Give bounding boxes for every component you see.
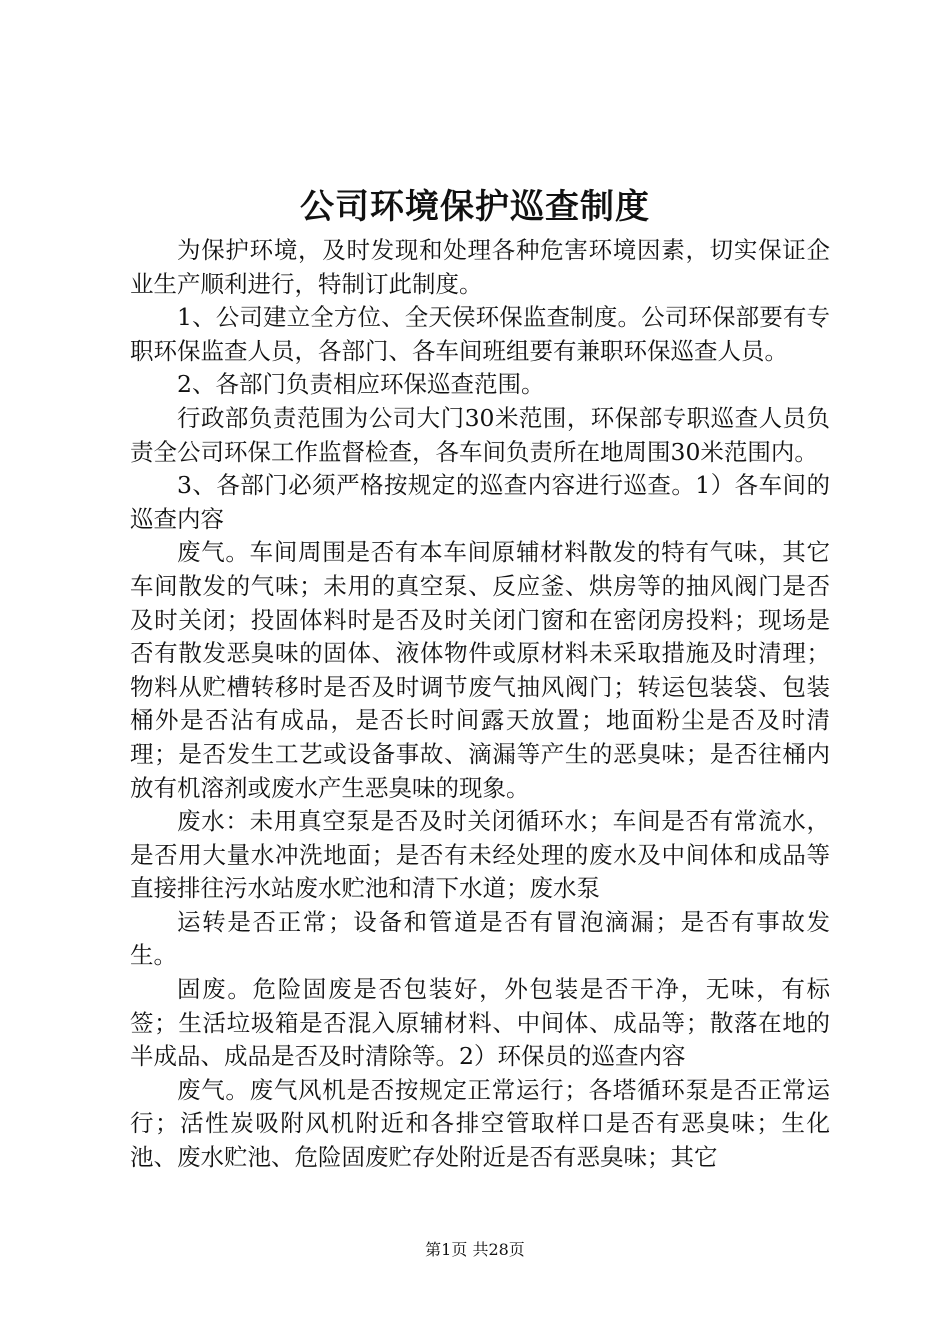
paragraph-item-3: 3、各部门必须严格按规定的巡查内容进行巡查。1）各车间的巡查内容 (130, 471, 830, 533)
document-body (130, 234, 830, 1175)
paragraph-waste-water: 废水：未用真空泵是否及时关闭循环水；车间是否有常流水，是否用大量水冲洗地面；是否有未经处理的废水及中间体和成品等直接排往污水站废水贮池和清下水道；废水泵 (130, 807, 830, 903)
paragraph-intro: 为保护环境，及时发现和处理各种危害环境因素，切实保证企业生产顺利进行，特制订此制度。 (130, 236, 830, 298)
paragraph-item-1: 1、公司建立全方位、全天侯环保监查制度。公司环保部要有专职环保监查人员，各部门、各车间班组要有兼职环保巡查人员。 (130, 303, 830, 365)
paragraph-env-waste-gas: 废气。废气风机是否按规定正常运行；各塔循环泵是否正常运行；活性炭吸附风机附近和各排空管取样口是否有恶臭味；生化池、废水贮池、危险固废贮存处附近是否有恶臭味；其它 (130, 1075, 830, 1172)
paragraph-scope: 行政部负责范围为公司大门30米范围，环保部专职巡查人员负责全公司环保工作监督检查，各车间负责所在地周围30米范围内。 (130, 403, 830, 466)
paragraph-solid-waste: 固废。危险固废是否包装好，外包装是否干净，无味，有标签；生活垃圾箱是否混入原辅材料、中间体、成品等；散落在地的半成品、成品是否及时清除等。2）环保员的巡查内容 (130, 975, 830, 1071)
paragraph-waste-water-cont: 运转是否正常；设备和管道是否有冒泡滴漏；是否有事故发生。 (130, 907, 830, 970)
paragraph-waste-gas: 废气。车间周围是否有本车间原辅材料散发的特有气味，其它车间散发的气味；未用的真空泵、反应釜、烘房等的抽风阀门是否及时关闭；投固体料时是否及时关闭门窗和在密闭房投料；现场是否有散发恶臭味的固体、液体物件或原材料未采取措施及时清理；物料从贮槽转移时是否及时调节废气抽风阀门；转运包装袋、包装桶外是否沾有成品，是否长时间露天放置；地面粉尘是否及时清理；是否发生工艺或设备事故、滴漏等产生的恶臭味；是否往桶内放有机溶剂或废水产生恶臭味的现象。 (130, 538, 830, 802)
paragraph-item-2: 2、各部门负责相应环保巡查范围。 (177, 370, 545, 399)
document-title: 公司环境保护巡查制度 (300, 187, 650, 227)
page-number: 第1页 共28页 (425, 1240, 525, 1259)
